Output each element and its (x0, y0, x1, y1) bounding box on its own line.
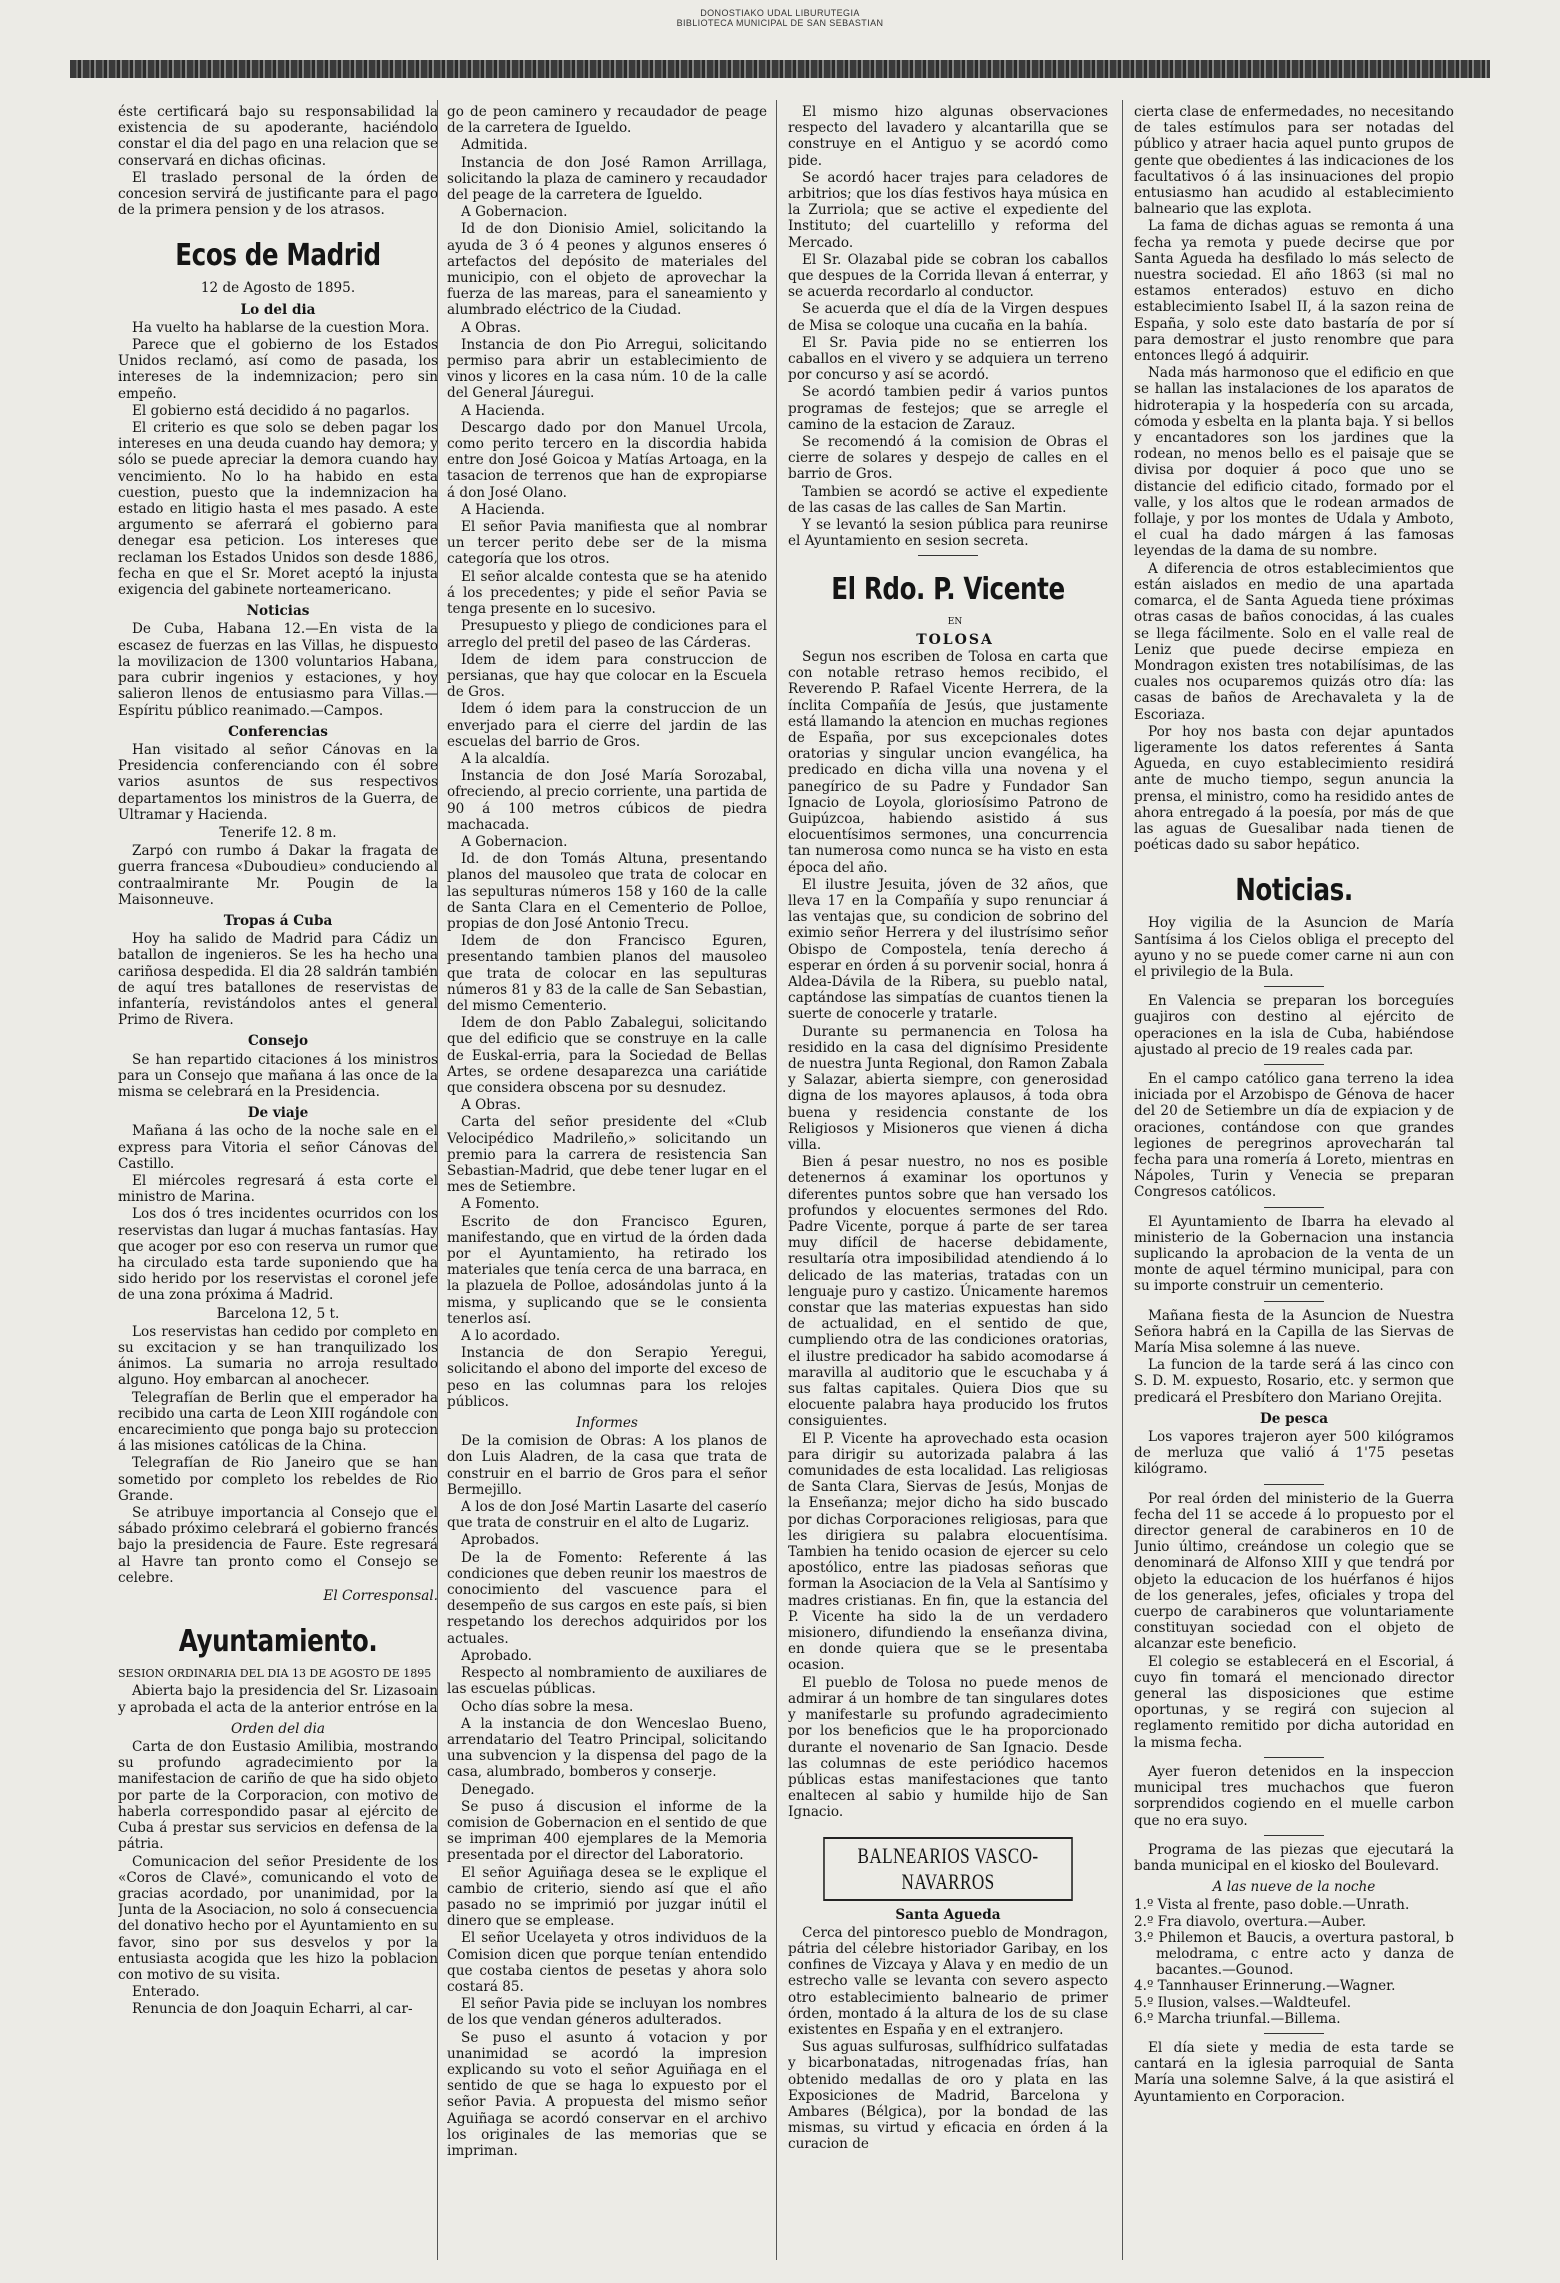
library-stamp (0, 8, 1560, 28)
paragraph: éste certificará bajo su responsabilidad la existencia de su apoderante, haciéndolo constar el dia del pago en una relacion que se conservará en dichas oficinas. (118, 104, 438, 169)
column-separator (1122, 100, 1123, 2260)
paragraph: Parece que el gobierno de los Estados Unidos reclamó, así como de pasada, los intereses de la indemnizacion; pero sin empeño. (118, 337, 438, 402)
paragraph: El señor Pavia pide se incluyan los nombres de los que vendan géneros adulterados. (447, 1996, 767, 2029)
paragraph: Por real órden del ministerio de la Guerra fecha del 11 se accede á lo propuesto por el director general de carabineros en 10 de Junio último, creándose un colegio que se denominará de Alfonso XIII y que tendrá por objeto la educacion de los huérfanos é hijos de los generales, jefes, oficiales y tropa del cuerpo de carabineros que voluntariamente constituyan sociedad con el objeto de alcanzar este beneficio. (1134, 1490, 1454, 1653)
paragraph: Enterado. (132, 1984, 200, 2001)
paragraph: De la de Fomento: Referente á las condiciones que deben reunir los maestros de conocimiento del vascuence para el desempeño de sus cargos en este país, si bien respetando los derechos adquiridos por los actuales. (447, 1549, 767, 1647)
paragraph: Se han repartido citaciones á los ministros para un Consejo que mañana á las once de la misma se celebrará en la Presidencia. (118, 1051, 438, 1100)
subheading: De viaje (247, 1105, 309, 1122)
section-divider (1264, 2033, 1324, 2034)
paragraph: Id. de don Tomás Altuna, presentando planos del mausoleo que trata de colocar en las sepulturas números 158 y 160 de la calle de Santa Clara en el Cementerio de Polloe, propias de don José Antonio Trecu. (447, 851, 767, 932)
paragraph: El criterio es que solo se deben pagar los intereses en una deuda cuando hay demora; y sólo se puede apreciar la demora cuando hay vencimiento. No lo ha habido en esta cuestion, puesto que la indemnizacion ha estado en litigio hasta el mes pasado. A este argumento se aferrará el gobierno para denegar esa peticion. Los intereses que reclaman los Estados Unidos son desde 1886, fecha en que el Sr. Moret aceptó la injusta exigencia del gabinete norteamericano. (118, 420, 438, 599)
paragraph: Se puso á discusion el informe de la comision de Gobernacion en el sentido de que se impriman 400 ejemplares de la Memoria presentada por el director del Laboratorio. (447, 1798, 767, 1864)
paragraph: A diferencia de otros establecimientos que están aislados en medio de una apartada comarca, el de Santa Agueda tiene próximas otras casas de baños conocidas, á las cuales se llega fácilmente. Solo en el valle real de Leniz que puede decirse empieza en Mondragon existen tres notabilísimas, de las cuales nos ocuparemos quizás otro día: las casas de baños de Arechavaleta y la de Escoriaza. (1134, 560, 1454, 723)
paragraph: Renuncia de don Joaquin Echarri, al car- (132, 2001, 413, 2018)
paragraph: El Sr. Pavia pide no se entierren los caballos en el vivero y se adquiera un terreno por concurso y así se acordó. (788, 334, 1108, 384)
subheading: Santa Agueda (895, 1906, 1001, 1923)
paragraph: Hoy vigilia de la Asuncion de María Santísima á los Cielos obliga el precepto del ayuno y no se puede comer carne ni aun con el privilegio de la Bula. (1134, 915, 1454, 980)
paragraph: El día siete y media de esta tarde se cantará en la iglesia parroquial de Santa María una solemne Salve, á la que asistirá el Ayuntamiento en Corporacion. (1134, 2039, 1454, 2105)
paragraph: El colegio se establecerá en el Escorial, á cuyo fin tomará el mencionado director general las disposiciones que estime oportunas, y se regirá con sujecion al reglamento remitido por dicha autoridad en la misma fecha. (1134, 1653, 1454, 1751)
paragraph: El traslado personal de la órden de concesion servirá de justificante para el pago de la primera pension y de los atrasos. (118, 169, 438, 219)
section-heading-noticias: Noticias. (1235, 873, 1353, 909)
paragraph: Bien á pesar nuestro, no nos es posible detenernos á examinar los oportunos y diferentes puntos sobre que han versado los profundos y elocuentes sermones del Rdo. Padre Vicente, porque á parte de ser tarea muy difícil de hacerse debidamente, resultaría otra imposibilidad atendiendo á lo delicado de las materias, tratadas con un lenguaje puro y castizo. Únicamente haremos constar que las materias expuestas han sido de actualidad, en el sentido de que, cumpliendo otra de las condiciones oratorias, el ilustre predicador ha sabido acomodarse á maravilla al auditorio que le escuchaba y á sus faltas capitales. Quiera Dios que su elocuente palabra haya producido los frutos consiguientes. (788, 1154, 1108, 1430)
section-heading-balnearios: BALNEARIOS VASCO-NAVARROS (823, 1837, 1073, 1901)
paragraph: El P. Vicente ha aprovechado esta ocasion para dirigir su autorizada palabra á las comunidades de esta localidad. Las religiosas de Santa Clara, Siervas de Jesús, Monjas de la Enseñanza; mejor dicho ha sido buscado por dichas Corporaciones religiosas, para que les dirigiera su palabra elocuentísima. Tambien ha tenido ocasion de ejercer su celo apostólico, entre las piadosas señoras que forman la Asociacion de la Vela al Santísimo y madres cristianas. En fin, que la estancia del P. Vicente ha sido la de un verdadero misionero, difundiendo la enseñanza divina, en donde quiera que se le presentaba ocasion. (788, 1430, 1108, 1674)
subheading: Noticias (246, 603, 310, 620)
subheading: Conferencias (228, 723, 328, 740)
program-item: 2.º Fra diavolo, overtura.—Auber. (1134, 1913, 1367, 1930)
section-divider (918, 555, 978, 556)
paragraph: A lo acordado. (461, 1328, 561, 1345)
paragraph: Han visitado al señor Cánovas en la Presidencia conferenciando con él sobre varios asuntos de sus respectivos departamentos los ministros de la Guerra, de Ultramar y Hacienda. (118, 741, 438, 823)
paragraph: Respecto al nombramiento de auxiliares de las escuelas públicas. (447, 1665, 767, 1698)
paragraph: En el campo católico gana terreno la idea iniciada por el Arzobispo de Génova de hacer del 20 de Setiembre un día de expiacion y de oraciones, contándose con que grandes legiones de peregrinos aprovecharán tal fecha para una romería á Loreto, mientras en Nápoles, Turin y Venecia se preparan Congresos católicos. (1134, 1070, 1454, 1201)
dateline: Tenerife 12. 8 m. (219, 824, 337, 841)
paragraph: Tambien se acordó se active el expediente de las casas de las calles de San Martin. (788, 483, 1108, 516)
section-heading-ayuntamiento: Ayuntamiento. (178, 1624, 378, 1660)
paragraph: Admitida. (461, 137, 528, 154)
subheading: Tropas á Cuba (223, 912, 333, 929)
paragraph: cierta clase de enfermedades, no necesitando de tales estímulos para ser notadas del público y atraer hacia aquel punto grupos de gente que obedientes á las indicaciones de los facultativos ó á las insinuaciones del propio entusiasmo han acudido al establecimiento balneario que las explota. (1134, 104, 1454, 218)
paragraph: Idem de idem para construccion de persianas, que hay que colocar en la Escuela de Gros. (447, 651, 767, 701)
paragraph: El miércoles regresará á esta corte el ministro de Marina. (118, 1172, 438, 1206)
paragraph: Telegrafían de Berlin que el emperador ha recibido una carta de Leon XIII rogándole con encarecimiento que ponga bajo su proteccion á las misiones católicas de la China. (118, 1389, 438, 1455)
paragraph: Escrito de don Francisco Eguren, manifestando, que en virtud de la órden dada por el Ayuntamiento, ha retirado los materiales que tenía cerca de una barraca, en la plazuela de Polloe, adosándolas junto á la misma, y suplicando que se le consienta tenerlos así. (447, 1213, 767, 1327)
section-heading-ecos-de-madrid: Ecos de Madrid (175, 238, 381, 274)
paragraph: Sus aguas sulfurosas, sulfhídrico sulfatadas y bicarbonatadas, nitrogenadas frías, han obtenido medallas de oro y plata en las Exposiciones de Madrid, Barcelona y Ambares (Bélgica), por la bondad de las mismas, su virtud y eficacia en órden á la curacion de (788, 2039, 1108, 2153)
paragraph: Abierta bajo la presidencia del Sr. Lizasoain y aprobada el acta de la anterior entróse en la (118, 1683, 438, 1716)
paragraph: Segun nos escriben de Tolosa en carta que con notable retraso hemos recibido, el Reverendo P. Rafael Vicente Herrera, de la ínclita Compañía de Jesús, que justamente está llamando la atencion en muchas regiones de España, por sus excepcionales dotes oratorias y singular uncion evangélica, ha predicado en dicha villa una novena y el panegírico de su Padre y Fundador San Ignacio de Loyola, gloriosísimo Patrono de Guipúzcoa, habiendo asistido á sus elocuentísimos sermones, una concurrencia tan numerosa como nunca se ha visto en esta época del año. (788, 648, 1108, 876)
paragraph: Mañana fiesta de la Asuncion de Nuestra Señora habrá en la Capilla de las Siervas de María Misa solemne á las nueve. (1134, 1307, 1454, 1357)
paragraph: A Obras. (461, 319, 521, 336)
section-divider (1264, 1207, 1324, 1208)
paragraph: Zarpó con rumbo á Dakar la fragata de guerra francesa «Duboudieu» conduciendo al contraalmirante Mr. Pougin de la Maisonneuve. (118, 843, 438, 908)
paragraph: go de peon caminero y recaudador de peage de la carretera de Igueldo. (447, 104, 767, 137)
dateline: Barcelona 12, 5 t. (216, 1305, 340, 1322)
column-separator (776, 100, 777, 2260)
paragraph: Se acordó tambien pedir á varios puntos programas de festejos; que se arregle el camino de la estacion de Zarauz. (788, 384, 1108, 433)
subheading: Informes (576, 1415, 638, 1432)
paragraph: Hoy ha salido de Madrid para Cádiz un batallon de ingenieros. Se les ha hecho una cariñosa despedida. El dia 28 saldrán también de aquí tres batallones de reservistas de infantería, revistándolos antes el general Primo de Rivera. (118, 931, 438, 1029)
program-item: 1.º Vista al frente, paso doble.—Unrath. (1134, 1897, 1410, 1914)
paragraph: Descargo dado por don Manuel Urcola, como perito tercero en la discordia habida entre don José Goicoa y Matías Artoaga, en la tasacion de terrenos que han de expropiarse á don José Olano. (447, 419, 767, 501)
heading-place: TOLOSA (916, 631, 994, 648)
paragraph: El gobierno está decidido á no pagarlos. (132, 402, 410, 419)
section-divider (1264, 1835, 1324, 1836)
paragraph: Se recomendó á la comision de Obras el cierre de solares y despejo de calles en el barrio de Gros. (788, 434, 1108, 483)
subheading: Orden del dia (230, 1720, 326, 1737)
signoff: El Corresponsal. (323, 1588, 438, 1605)
heading-connector: EN (947, 617, 963, 628)
paragraph: El señor alcalde contesta que se ha atenido á los precedentes; y pide el señor Pavia se tenga presente en lo sucesivo. (447, 568, 767, 618)
paragraph: El pueblo de Tolosa no puede menos de admirar á un hombre de tan singulares dotes y manifestarle su profundo agradecimiento por los beneficios que le ha proporcionado durante el novenario de San Ignacio. Desde las columnas de este periódico hacemos públicas estas manifestaciones que tanto enaltecen al sabio y humilde hijo de San Ignacio. (788, 1674, 1108, 1821)
paragraph: Se acordó hacer trajes para celadores de arbitrios; que los días festivos haya música en la Zurriola; que se active el expediente del Instituto; del cuartelillo y reforma del Mercado. (788, 169, 1108, 251)
library-stamp-line1: DONOSTIAKO UDAL LIBURUTEGIA (700, 8, 860, 18)
paragraph: Se atribuye importancia al Consejo que el sábado próximo celebrará el gobierno francés bajo la presidencia de Faure. Este regresará al Havre tan pronto como el Consejo se celebre. (118, 1505, 438, 1586)
paragraph: El ilustre Jesuita, jóven de 32 años, que lleva 17 en la Compañía y supo renunciar á las ventajas que, su condicion de sobrino del eximio señor Herrera y del ilustrísimo señor Obispo de Compostela, tenía derecho á esperar en órden á su porvenir social, honra á Aldea-Dávila de la Ribera, su pueblo natal, captándose las simpatías de cuantos tienen la suerte de conocerle y tratarle. (788, 876, 1108, 1023)
paragraph: Durante su permanencia en Tolosa ha residido en la casa del dignísimo Presidente de nuestra Junta Regional, don Ramon Zabala y Salazar, abierta siempre, con generosidad digna de los mayores aplausos, á toda obra buena y residencia constante de los Religiosos y Misioneros que vienen á dicha villa. (788, 1023, 1108, 1153)
paragraph: El señor Pavia manifiesta que al nombrar un tercer perito debe ser de la misma categoría que los otros. (447, 519, 767, 568)
subheading: Lo del dia (240, 301, 316, 318)
paragraph: Aprobados. (461, 1532, 540, 1549)
dateline: 12 de Agosto de 1895. (200, 280, 356, 297)
paragraph: Presupuesto y pliego de condiciones para el arreglo del pretil del paseo de las Cárderas. (447, 618, 767, 651)
column-2 (447, 104, 767, 2254)
paragraph: Id de don Dionisio Amiel, solicitando la ayuda de 3 ó 4 peones y algunos enseres ó artefactos del depósito de materiales del municipio, con el objeto de aprovechar la fuerza de las mareas, para el saneamiento y alumbrado eléctrico de la Ciudad. (447, 221, 767, 319)
paragraph: Idem ó idem para la construccion de un enverjado para el cierre del jardin de las escuelas del barrio de Gros. (447, 701, 767, 750)
paragraph: Cerca del pintoresco pueblo de Mondragon, pátria del célebre historiador Garibay, en los confines de Vizcaya y Alava y en medio de un estrecho valle se levanta con severo aspecto otro establecimiento balneario de primer órden, montado á la altura de los de su clase existentes en España y en el extranjero. (788, 1924, 1108, 2038)
section-heading-rdo-p-vicente: El Rdo. P. Vicente (831, 572, 1065, 608)
paragraph: Instancia de don José María Sorozabal, ofreciendo, al precio corriente, una partida de 90 á 100 metros cúbicos de piedra machacada. (447, 768, 767, 833)
column-3 (788, 104, 1108, 2254)
paragraph: El Sr. Olazabal pide se cobran los caballos que despues de la Corrida llevan á enterrar, y se acuerda recordarlo al conductor. (788, 251, 1108, 301)
paragraph: A Obras. (461, 1097, 521, 1114)
paragraph: Idem de don Francisco Eguren, presentando tambien planos del mausoleo que trata de colocar en las sepulturas números 81 y 83 de la calle de San Sebastian, del mismo Cementerio. (447, 933, 767, 1014)
paragraph: A la alcaldía. (461, 750, 550, 767)
program-item: 3.º Philemon et Baucis, a overtura pastoral, b melodrama, c entre acto y danza de bacantes.—Gounod. (1134, 1929, 1454, 1979)
paragraph: A Hacienda. (461, 501, 545, 518)
paragraph: A la instancia de don Wenceslao Bueno, arrendatario del Teatro Principal, solicitando una subvencion y la dispensa del pago de la casa, alumbrado, bomberos y conserje. (447, 1715, 767, 1781)
paragraph: Ha vuelto ha hablarse de la cuestion Mora. (132, 319, 430, 336)
paragraph: Nada más harmonoso que el edificio en que se hallan las instalaciones de los aparatos de hidroterapia y la hospedería con su arcada, cómoda y esbelta en la planta baja. Y si bellos y encantadores son los jardines que la rodean, no menos bello es el paisaje que se divisa por doquier á poco que uno se distancie del edificio citado, formado por el valle, y los altos que le rodean armados de follaje, y por los montes de Udala y Amboto, el cual ha dado márgen á las famosas leyendas de la dama de su nombre. (1134, 365, 1454, 560)
paragraph: Y se levantó la sesion pública para reunirse el Ayuntamiento en sesion secreta. (788, 517, 1108, 550)
paragraph: El señor Aguiñaga desea se le explique el cambio de criterio, siendo así que el año pasado no se imprimió por juzgar inútil el dinero que se emplease. (447, 1864, 767, 1930)
column-4 (1134, 104, 1454, 2254)
paragraph: El señor Ucelayeta y otros individuos de la Comision dicen que porque tenían entendido que costaba cientos de pesetas y ahora solo costará 85. (447, 1930, 767, 1995)
subheading: Consejo (247, 1033, 309, 1050)
paragraph: Se puso el asunto á votacion y por unanimidad se acordó la impresion explicando su voto el señor Aguiñaga en el sentido de que se haga lo expuesto por el señor Pavia. A propuesta del mismo señor Aguiñaga se acordó conservar en el archivo los originales de las memorias que se impriman. (447, 2029, 767, 2159)
subheading: De pesca (1259, 1410, 1329, 1427)
paragraph: La fama de dichas aguas se remonta á una fecha ya remota y puede decirse que por Santa Agueda ha desfilado lo más selecto de nuestra sociedad. El año 1863 (si mal no estamos enterados) estuvo en dicho establecimiento Isabel II, á la sazon reina de España, y solo este dato bastaría de por sí para demostrar el justo renombre que para entonces llegó á adquirir. (1134, 218, 1454, 365)
paragraph: Los dos ó tres incidentes ocurridos con los reservistas dan lugar á muchas fantasías. Hay que acoger por eso con reserva un rumor que ha circulado esta tarde suponiendo que ha sido herido por los reservistas el coronel jefe de una zona próxima á Madrid. (118, 1206, 438, 1304)
paragraph: A Gobernacion. (461, 204, 568, 221)
paragraph: Instancia de don José Ramon Arrillaga, solicitando la plaza de caminero y recaudador del peage de la carretera de Igueldo. (447, 154, 767, 204)
paragraph: Telegrafían de Rio Janeiro que se han sometido por completo los rebeldes de Rio Grande. (118, 1455, 438, 1504)
section-divider (1264, 1301, 1324, 1302)
paragraph: Instancia de don Serapio Yeregui, solicitando el abono del importe del exceso de peso en las columnas para los relojes públicos. (447, 1345, 767, 1410)
program-item: 6.º Marcha triunfal.—Billema. (1134, 2010, 1341, 2027)
section-divider (1264, 986, 1324, 987)
paragraph: Carta de don Eustasio Amilibia, mostrando su profundo agradecimiento por la manifestacion de cariño de que ha sido objeto por parte de la Corporacion, con motivo de haberla correspondido pasar al ejército de Cuba á prestar sus servicios en defensa de la pátria. (118, 1739, 438, 1853)
program-item: 4.º Tannhauser Erinnerung.—Wagner. (1134, 1978, 1396, 1995)
paragraph: De Cuba, Habana 12.—En vista de la escasez de fuerzas en las Villas, he dispuesto la movilizacion de 1300 voluntarios Habana, para cubrir ingenios y estaciones, y hoy salieron llenos de entusiasmo para Villas.—Espíritu público reanimado.—Campos. (118, 621, 438, 719)
paragraph: Ocho días sobre la mesa. (461, 1698, 634, 1715)
session-line: SESION ORDINARIA DEL DIA 13 DE AGOSTO DE 1895 (118, 1667, 432, 1681)
section-divider (1264, 1484, 1324, 1485)
paragraph: En Valencia se preparan los borceguíes guajiros con destino al ejército de operaciones en la isla de Cuba, habiéndose ajustado al precio de 19 reales cada par. (1134, 993, 1454, 1058)
paragraph: Programa de las piezas que ejecutará la banda municipal en el kiosko del Boulevard. (1134, 1841, 1454, 1874)
program-item: 5.º Ilusion, valses.—Waldteufel. (1134, 1994, 1352, 2011)
program-list (1134, 1897, 1454, 2027)
paragraph: La funcion de la tarde será á las cinco con S. D. M. expuesto, Rosario, etc. y sermon que predicará el Presbítero don Mariano Orejita. (1134, 1357, 1454, 1406)
paragraph: A Gobernacion. (461, 833, 568, 850)
paragraph: El Ayuntamiento de Ibarra ha elevado al ministerio de la Gobernacion una instancia suplicando la aprobacion de la venta de un monte de aquel término municipal, para con su importe construir un cementerio. (1134, 1213, 1454, 1295)
paragraph: El mismo hizo algunas observaciones respecto del lavadero y alcantarilla que se construye en el Antiguo y se acordó como pide. (788, 104, 1108, 169)
section-divider (1264, 1064, 1324, 1065)
paragraph: A Hacienda. (461, 402, 545, 419)
paragraph: Comunicacion del señor Presidente de los «Coros de Clavé», comunicando el voto de gracias acordado, por unanimidad, por la Junta de la Asociacion, no solo á consecuencia del donativo hecho por el Ayuntamiento en su favor, sino por sus desvelos y por la entusiasta acogida que les hizo la poblacion con motivo de su visita. (118, 1853, 438, 1983)
paragraph: Aprobado. (461, 1647, 532, 1664)
subheading: A las nueve de la noche (1212, 1879, 1376, 1896)
paragraph: Idem de don Pablo Zabalegui, solicitando que del edificio que se construye en la calle de Euskal-erria, para la Sociedad de Bellas Artes, se ordene desaparezca una cariátide que considera obscena por su desnudez. (447, 1015, 767, 1096)
paragraph: A Fomento. (461, 1196, 540, 1213)
column-1 (118, 104, 438, 2254)
paragraph: Denegado. (461, 1781, 535, 1798)
paragraph: A los de don José Martin Lasarte del caserío que trata de construir en el alto de Lugariz. (447, 1499, 767, 1532)
paragraph: Ayer fueron detenidos en la inspeccion municipal tres muchachos que fueron sorprendidos cogiendo en el muelle carbon que no era suyo. (1134, 1763, 1454, 1829)
paragraph: Los reservistas han cedido por completo en su excitacion y se han tranquilizado los ánimos. La sumaria no arroja resultado alguno. Hoy embarcan al anochecer. (118, 1323, 438, 1389)
section-divider (1264, 1757, 1324, 1758)
library-stamp-line2: BIBLIOTECA MUNICIPAL DE SAN SEBASTIAN (676, 18, 884, 28)
paragraph: Instancia de don Pio Arregui, solicitando permiso para abrir un establecimiento de vinos y licores en la casa núm. 10 de la calle del General Jáuregui. (447, 336, 767, 402)
paragraph: Carta del señor presidente del «Club Velocipédico Madrileño,» solicitando un premio para la carrera de resistencia San Sebastian-Madrid, que debe tener lugar en el mes de Setiembre. (447, 1114, 767, 1196)
paragraph: Mañana á las ocho de la noche sale en el express para Vitoria el señor Cánovas del Castillo. (118, 1123, 438, 1172)
paragraph: De la comision de Obras: A los planos de don Luis Aladren, de la casa que trata de construir en el barrio de Gros para el señor Bermejillo. (447, 1433, 767, 1498)
paragraph: Por hoy nos basta con dejar apuntados ligeramente los datos referentes á Santa Agueda, en cuyo establecimiento residirá ante de mucho tiempo, segun anuncia la prensa, el ministro, como ha residido antes de ahora entregado á la poesía, por más de que las aguas de Guesalibar nada tienen de poéticas dado su sabor hepático. (1134, 723, 1454, 854)
paragraph: Se acuerda que el día de la Virgen despues de Misa se coloque una cucaña en la bahía. (788, 301, 1108, 334)
paragraph: Los vapores trajeron ayer 500 kilógramos de merluza que valió á 1'75 pesetas kilógramo. (1134, 1429, 1454, 1478)
masthead-rule (70, 60, 1490, 78)
